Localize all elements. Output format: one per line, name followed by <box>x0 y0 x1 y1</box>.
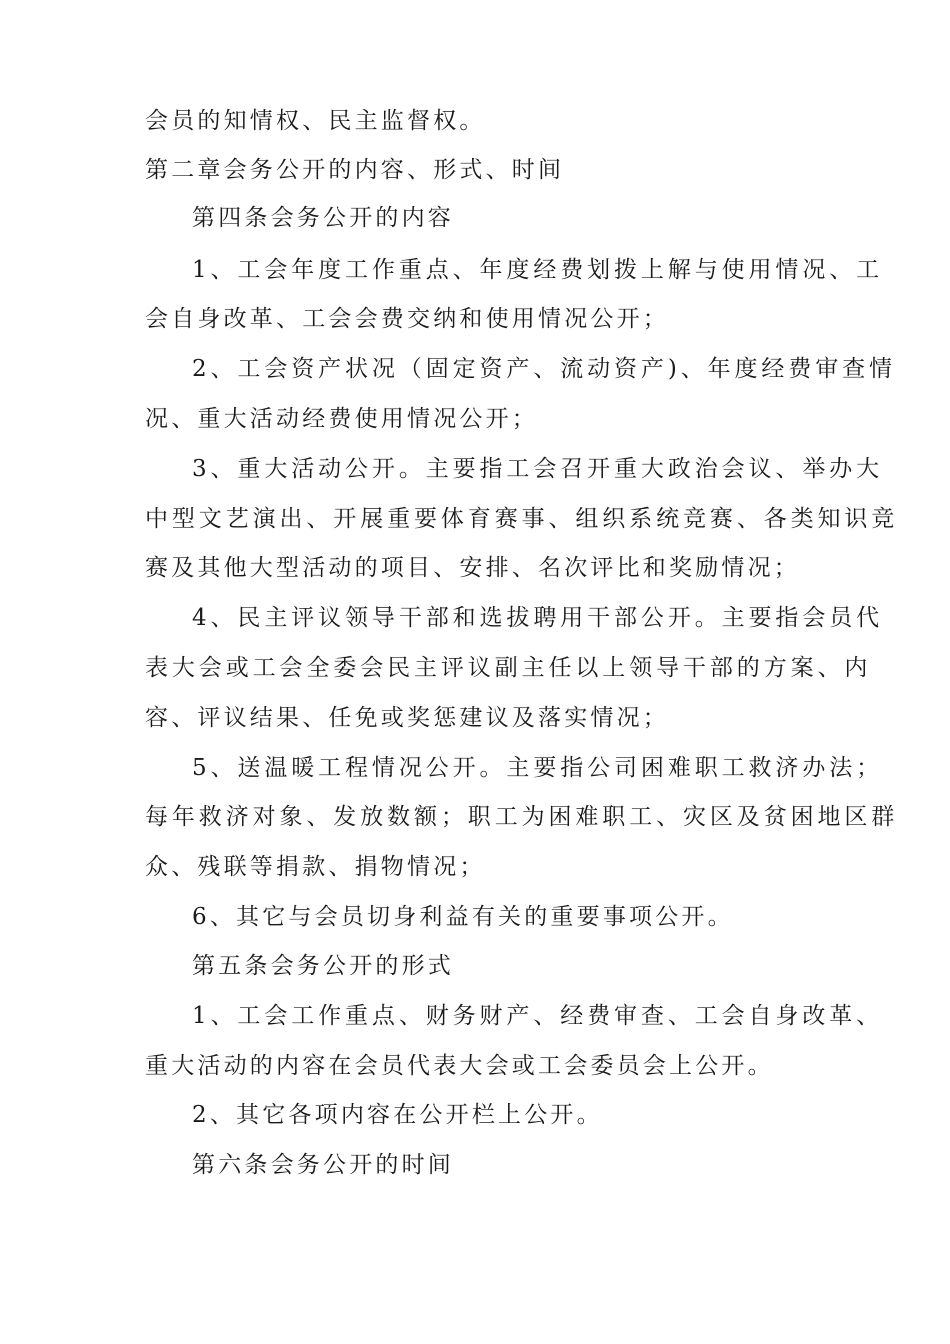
article-heading: 第五条会务公开的形式 <box>192 953 454 979</box>
text-line: 每年救济对象、发放数额；职工为困难职工、灾区及贫困地区群 <box>145 804 899 830</box>
text-line: 赛及其他大型活动的项目、安排、名次评比和奖励情况； <box>145 555 800 581</box>
text-line: 2、其它各项内容在公开栏上公开。 <box>192 1102 603 1128</box>
text-line: 2、工会资产状况（固定资产、流动资产)、年度经费审查情 <box>192 356 896 382</box>
text-line: 容、评议结果、任免或奖惩建议及落实情况； <box>145 705 669 731</box>
text-line: 况、重大活动经费使用情况公开； <box>145 406 538 432</box>
chapter-heading: 第二章会务公开的内容、形式、时间 <box>145 157 565 183</box>
text-line: 6、其它与会员切身利益有关的重要事项公开。 <box>192 904 734 930</box>
text-line: 中型文艺演出、开展重要体育赛事、组织系统竞赛、各类知识竞 <box>145 506 899 532</box>
text-line: 4、民主评议领导干部和选拔聘用干部公开。主要指会员代 <box>192 605 884 631</box>
text-line: 3、重大活动公开。主要指工会召开重大政治会议、举办大 <box>192 456 884 482</box>
text-line: 重大活动的内容在会员代表大会或工会委员会上公开。 <box>145 1053 774 1079</box>
text-line: 1、工会年度工作重点、年度经费划拨上解与使用情况、工 <box>192 257 884 283</box>
text-line: 会员的知情权、民主监督权。 <box>145 108 486 134</box>
article-heading: 第六条会务公开的时间 <box>192 1152 454 1178</box>
text-line: 会自身改革、工会会费交纳和使用情况公开； <box>145 306 669 332</box>
text-line: 5、送温暖工程情况公开。主要指公司困难职工救济办法； <box>192 755 884 781</box>
text-line: 众、残联等捐款、捐物情况； <box>145 854 486 880</box>
text-line: 1、工会工作重点、财务财产、经费审查、工会自身改革、 <box>192 1003 884 1029</box>
text-line: 表大会或工会全委会民主评议副主任以上领导干部的方案、内 <box>145 655 872 681</box>
article-heading: 第四条会务公开的内容 <box>192 205 454 231</box>
